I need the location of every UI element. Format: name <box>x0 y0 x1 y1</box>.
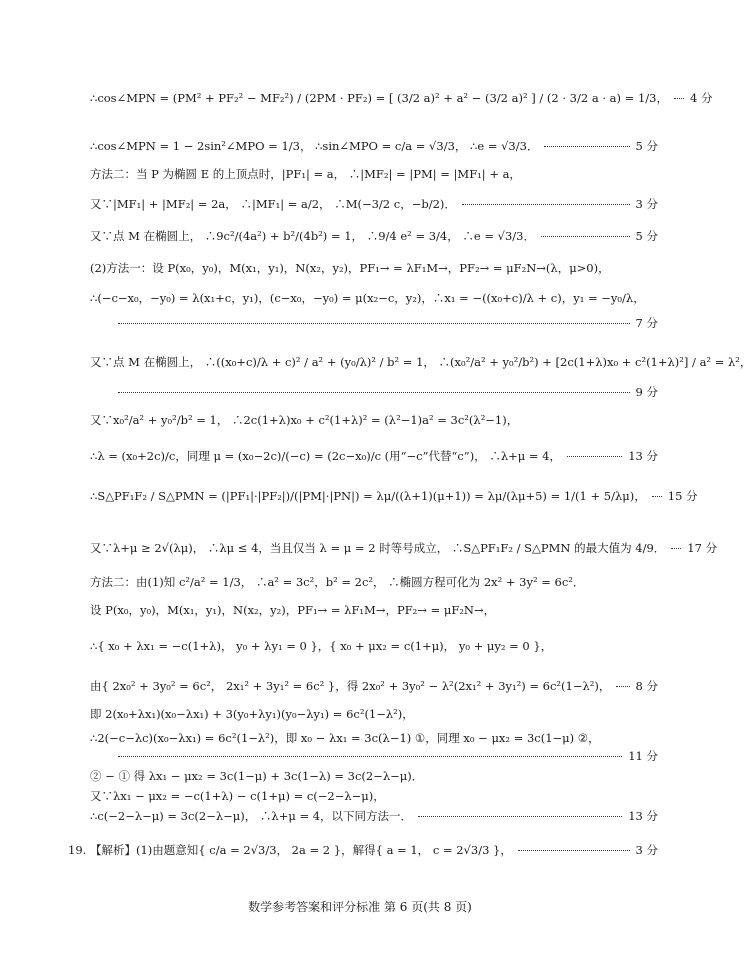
leader-dots <box>544 146 629 147</box>
leader-dots <box>418 816 622 817</box>
solution-line-25 <box>90 840 658 860</box>
line-text: ∴2(−c−λc)(x₀−λx₁) = 6c²(1−λ²)，即 x₀ − λx₁ = 3c(λ−1) ①，同理 x₀ − μx₂ = 3c(1−μ) ②， <box>90 731 600 745</box>
solution-line-1 <box>90 88 713 108</box>
leader-dots <box>674 98 684 99</box>
line-text: ∴(−c−x₀，−y₀) = λ(x₁+c，y₁)，(c−x₀，−y₀) = μ(x₂−c，y₂)，∴x₁ = −((x₀+c)/λ + c)，y₁ = −y₀/λ， <box>90 291 645 305</box>
score-line-11 <box>118 746 658 766</box>
score-line-7 <box>118 313 658 333</box>
line-text: 【解析】(1)由题意知{ c/a = 2√3/3， 2a = 2 }，解得{ a = 1， c = 2√3/3 }， <box>90 843 512 857</box>
score-label: 11 分 <box>628 749 658 763</box>
score-label: 7 分 <box>635 316 658 330</box>
line-text: ∴c(−2−λ−μ) = 3c(2−λ−μ)， ∴λ+μ = 4，以下同方法一． <box>90 809 413 823</box>
solution-line-19 <box>90 704 658 724</box>
leader-dots <box>652 496 662 497</box>
score-label: 3 分 <box>635 843 658 857</box>
line-text: 又∵点 M 在椭圆上， ∴9c²/(4a²) + b²/(4b²) = 1， ∴9/4 e² = 3/4， ∴e = √3/3． <box>90 229 535 243</box>
score-label: 9 分 <box>635 385 658 399</box>
line-text: ∴S△PF₁F₂ / S△PMN = (|PF₁|·|PF₂|)/(|PM|·|PN|) = λμ/((λ+1)(μ+1)) = λμ/(λμ+5) = 1/(1 + 5/λμ)， <box>90 489 646 503</box>
score-label: 5 分 <box>635 139 658 153</box>
solution-line-6 <box>90 258 658 278</box>
solution-line-11 <box>90 410 658 430</box>
leader-dots <box>567 456 622 457</box>
solution-line-2 <box>90 136 658 156</box>
score-label: 17 分 <box>687 541 718 555</box>
line-text: 又∵点 M 在椭圆上， ∴((x₀+c)/λ + c)² / a² + (y₀/λ)² / b² = 1， ∴(x₀²/a² + y₀²/b²) + [2c(1+λ)x₀ + c²(1+λ)²] / a² = λ²， <box>90 355 751 369</box>
leader-dots <box>462 204 630 205</box>
leader-dots <box>118 323 630 324</box>
line-text: ∴cos∠MPN = (PM² + PF₂² − MF₂²) / (2PM · PF₂) = [ (3/2 a)² + a² − (3/2 a)² ] / (2 · 3/2 a · a) = 1/3， <box>90 91 668 105</box>
line-text: 又∵|MF₁| + |MF₂| = 2a， ∴|MF₁| = a/2， ∴M(−3/2 c，−b/2)． <box>90 197 456 211</box>
solution-line-17 <box>90 636 658 656</box>
solution-line-24 <box>90 806 658 826</box>
score-line-9 <box>118 382 658 402</box>
solution-line-4 <box>90 194 658 214</box>
line-text: ∴{ x₀ + λx₁ = −c(1+λ)， y₀ + λy₁ = 0 }，{ x₀ + μx₂ = c(1+μ)， y₀ + μy₂ = 0 }， <box>90 639 553 653</box>
score-label: 13 分 <box>628 449 658 463</box>
line-text: 又∵x₀²/a² + y₀²/b² = 1， ∴2c(1+λ)x₀ + c²(1+λ)² = (λ²−1)a² = 3c²(λ²−1)， <box>90 413 519 427</box>
solution-line-16 <box>90 600 658 620</box>
solution-line-9 <box>90 352 751 372</box>
line-text: 由{ 2x₀² + 3y₀² = 6c²， 2x₁² + 3y₁² = 6c² }，得 2x₀² + 3y₀² − λ²(2x₁² + 3y₁²) = 6c²(1−λ²)， <box>90 679 611 693</box>
line-text: ∴cos∠MPN = 1 − 2sin²∠MPO = 1/3， ∴sin∠MPO = c/a = √3/3， ∴e = √3/3． <box>90 139 539 153</box>
score-label: 8 分 <box>635 679 658 693</box>
solution-line-7 <box>90 288 658 308</box>
solution-line-20 <box>90 728 658 748</box>
leader-dots <box>118 756 622 757</box>
score-label: 4 分 <box>689 91 713 105</box>
solution-line-22 <box>90 766 658 786</box>
line-text: (2)方法一：设 P(x₀，y₀)，M(x₁，y₁)，N(x₂，y₂)，PF₁→ = λF₁M→，PF₂→ = μF₂N→(λ，μ>0)， <box>90 261 610 275</box>
solution-line-13 <box>90 486 698 506</box>
solution-line-3 <box>90 164 658 184</box>
solution-line-5 <box>90 226 658 246</box>
line-text: 又∵λx₁ − μx₂ = −c(1+λ) − c(1+μ) = c(−2−λ−μ)， <box>90 789 385 803</box>
line-text: 设 P(x₀，y₀)，M(x₁，y₁)，N(x₂，y₂)，PF₁→ = λF₁M→，PF₂→ = μF₂N→， <box>90 603 496 617</box>
solution-line-18 <box>90 676 658 696</box>
line-text: 方法二：由(1)知 c²/a² = 1/3， ∴a² = 3c²，b² = 2c²， ∴椭圆方程可化为 2x² + 3y² = 6c²． <box>90 575 585 589</box>
leader-dots <box>518 850 630 851</box>
leader-dots <box>671 548 681 549</box>
score-label: 5 分 <box>635 229 658 243</box>
page-footer: 数学参考答案和评分标准 第 6 页(共 8 页) <box>248 900 472 914</box>
line-text: ∴λ = (x₀+2c)/c，同理 μ = (x₀−2c)/(−c) = (2c−x₀)/c (用“−c”代替“c”)， ∴λ+μ = 4， <box>90 449 561 463</box>
question-number: 19. <box>68 843 87 857</box>
line-text: 方法二：当 P 为椭圆 E 的上顶点时，|PF₁| = a， ∴|MF₂| = |PM| = |MF₁| + a， <box>90 167 521 181</box>
leader-dots <box>541 236 630 237</box>
line-text: 又∵λ+μ ≥ 2√(λμ)， ∴λμ ≤ 4，当且仅当 λ = μ = 2 时等号成立， ∴S△PF₁F₂ / S△PMN 的最大值为 4/9． <box>90 541 666 555</box>
score-label: 15 分 <box>667 489 698 503</box>
solution-line-12 <box>90 446 658 466</box>
solution-line-15 <box>90 572 658 592</box>
score-label: 13 分 <box>628 809 658 823</box>
solution-line-23 <box>90 786 658 806</box>
leader-dots <box>118 392 630 393</box>
line-text: 即 2(x₀+λx₁)(x₀−λx₁) + 3(y₀+λy₁)(y₀−λy₁) = 6c²(1−λ²)， <box>90 707 414 721</box>
line-text: ② − ① 得 λx₁ − μx₂ = 3c(1−μ) + 3c(1−λ) = 3c(2−λ−μ)． <box>90 769 424 783</box>
score-label: 3 分 <box>635 197 658 211</box>
leader-dots <box>616 686 629 687</box>
solution-line-14 <box>90 538 718 558</box>
